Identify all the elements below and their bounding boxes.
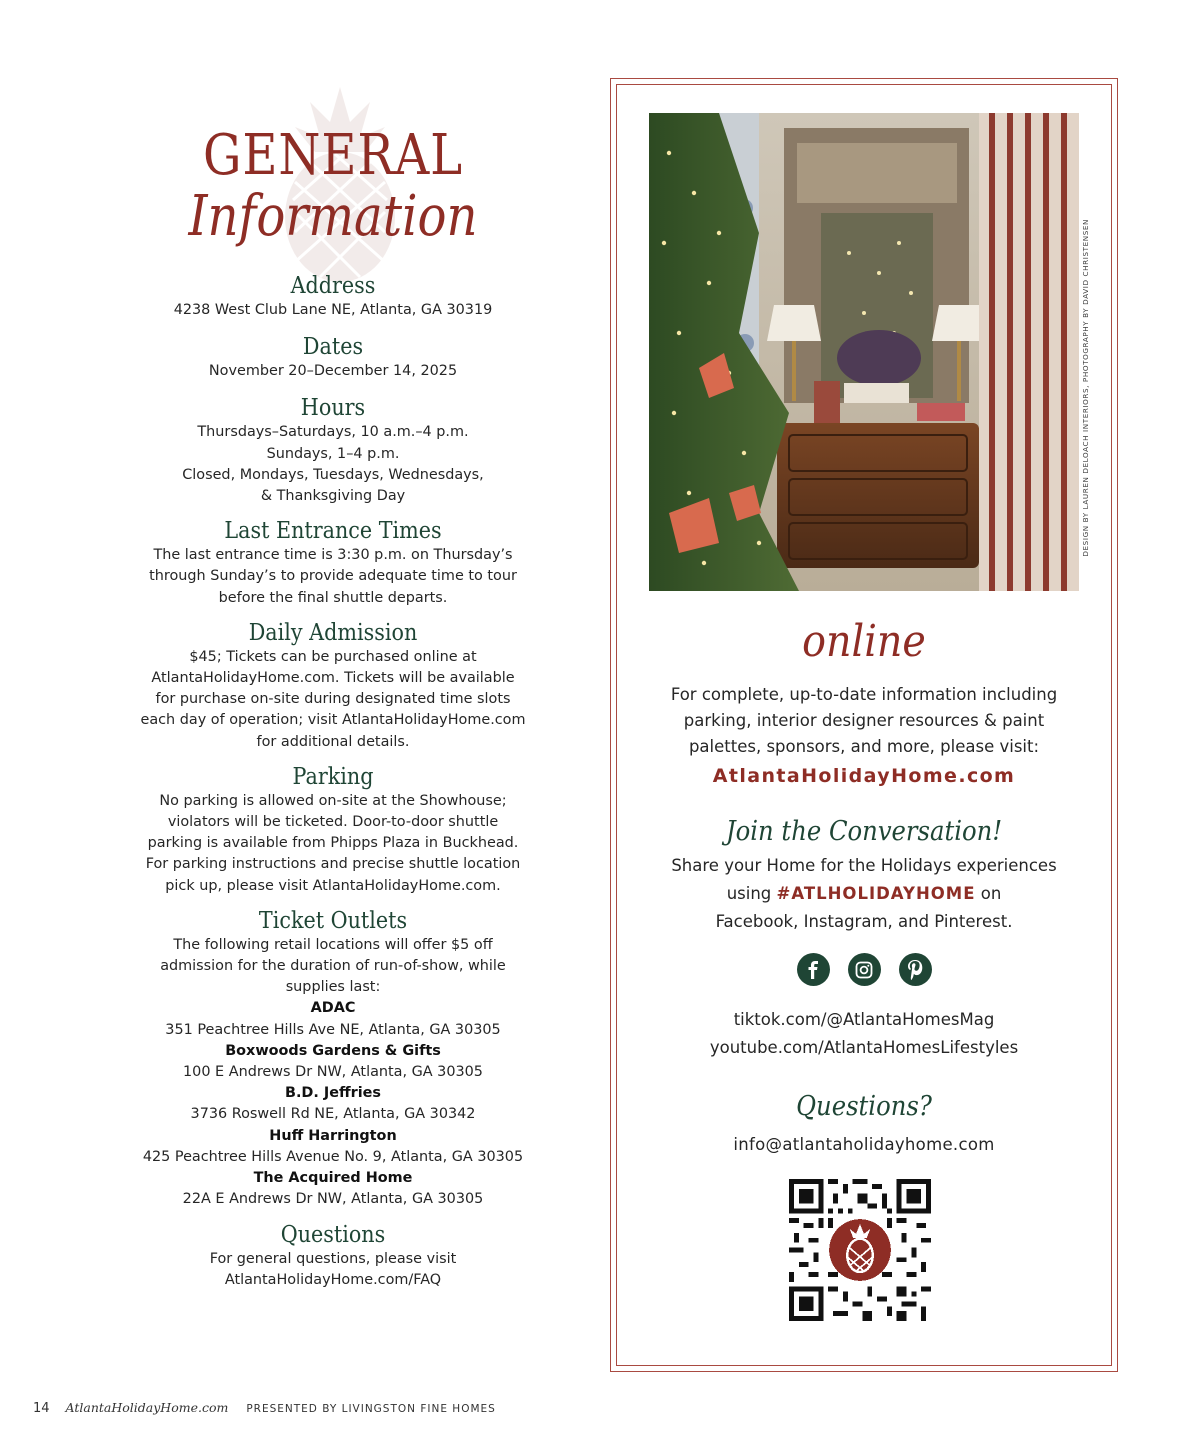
store-address: 351 Peachtree Hills Ave NE, Atlanta, GA 30305 xyxy=(165,1021,501,1038)
dates-line: November 20–December 14, 2025 xyxy=(208,363,458,380)
join-line xyxy=(629,880,1099,908)
admission-heading: Daily Admission xyxy=(248,619,418,646)
tiktok-link[interactable]: tiktok.com/@AtlantaHomesMag xyxy=(733,1010,995,1029)
photo-credit xyxy=(1081,219,1095,589)
last-entrance-line: before the final shuttle departs. xyxy=(218,589,448,606)
store-address: 3736 Roswell Rd NE, Atlanta, GA 30342 xyxy=(190,1106,476,1123)
hours-heading: Hours xyxy=(300,395,366,422)
address-line: 4238 West Club Lane NE, Atlanta, GA 30319 xyxy=(173,302,493,318)
pinterest-icon[interactable] xyxy=(899,953,932,986)
parking-heading: Parking xyxy=(292,763,374,790)
parking-section xyxy=(118,763,548,897)
join-post: on xyxy=(980,884,1002,903)
join-conversation-text xyxy=(629,852,1099,936)
hours-section xyxy=(118,394,548,507)
store-name: ADAC xyxy=(310,1000,356,1017)
dates-heading: Dates xyxy=(302,334,364,361)
address-section xyxy=(118,272,548,321)
social-icons xyxy=(611,953,1117,986)
store-address: 22A E Andrews Dr NW, Atlanta, GA 30305 xyxy=(182,1191,484,1208)
admission-line: $45; Tickets can be purchased online at xyxy=(189,648,477,665)
page-number: 14 xyxy=(33,1401,50,1416)
store-name: Huff Harrington xyxy=(269,1127,397,1144)
hashtag[interactable]: #ATLHOLIDAYHOME xyxy=(776,884,976,903)
join-conversation-heading: Join the Conversation! xyxy=(725,816,1003,847)
join-line: Facebook, Instagram, and Pinterest. xyxy=(715,912,1013,931)
page-footer xyxy=(33,1400,496,1416)
qr-code-icon[interactable] xyxy=(789,1179,931,1321)
online-info-panel xyxy=(610,78,1118,1372)
ticket-outlets-heading: Ticket Outlets xyxy=(258,907,408,934)
store-address: 100 E Andrews Dr NW, Atlanta, GA 30305 xyxy=(183,1064,483,1081)
parking-line: parking is available from Phipps Plaza in Buckhead. xyxy=(147,835,519,852)
general-information-column xyxy=(118,78,548,1291)
hours-line: Thursdays–Saturdays, 10 a.m.–4 p.m. xyxy=(197,424,469,441)
social-links xyxy=(611,1006,1117,1062)
contact-email[interactable]: info@atlantaholidayhome.com xyxy=(733,1135,995,1154)
interior-photo xyxy=(649,113,1079,591)
admission-line: AtlantaHolidayHome.com. Tickets will be available xyxy=(151,670,515,687)
photo-credit-text: DESIGN BY LAUREN DELOACH INTERIORS, PHOTOGRAPHY BY DAVID CHRISTENSEN xyxy=(1081,219,1090,557)
last-entrance-heading: Last Entrance Times xyxy=(224,518,442,545)
outlets-intro-line: admission for the duration of run-of-show, while xyxy=(160,958,506,975)
title-general: GENERAL xyxy=(203,123,463,188)
online-line: palettes, sponsors, and more, please visit: xyxy=(688,737,1040,756)
outlets-intro-line: supplies last: xyxy=(285,979,381,996)
online-line: parking, interior designer resources & paint xyxy=(683,711,1045,730)
footer-presented-by: PRESENTED BY LIVINGSTON FINE HOMES xyxy=(246,1403,496,1415)
last-entrance-line: The last entrance time is 3:30 p.m. on Thursday’s xyxy=(153,547,513,564)
last-entrance-line: through Sunday’s to provide adequate time to tour xyxy=(149,568,517,585)
online-line: For complete, up-to-date information including xyxy=(670,685,1058,704)
address-heading: Address xyxy=(290,273,376,299)
join-line: Share your Home for the Holidays experiences xyxy=(671,856,1057,875)
parking-line: violators will be ticketed. Door-to-door shuttle xyxy=(167,814,499,831)
store-name: Boxwoods Gardens & Gifts xyxy=(225,1042,441,1059)
online-heading: online xyxy=(802,616,926,667)
questions-line: For general questions, please visit xyxy=(209,1250,457,1267)
questions-heading: Questions xyxy=(280,1221,386,1248)
page-title xyxy=(118,78,548,270)
questions-section xyxy=(118,1221,548,1291)
online-description xyxy=(629,682,1099,760)
admission-section xyxy=(118,619,548,753)
facebook-icon[interactable] xyxy=(797,953,830,986)
admission-line: for purchase on-site during designated time slots xyxy=(155,691,511,708)
admission-line: for additional details. xyxy=(256,733,410,750)
dates-section xyxy=(118,333,548,382)
hours-line: Closed, Mondays, Tuesdays, Wednesdays, xyxy=(182,466,484,483)
title-information: Information xyxy=(188,184,478,249)
last-entrance-section xyxy=(118,517,548,609)
parking-line: No parking is allowed on-site at the Showhouse; xyxy=(159,792,507,809)
questions-faq-link[interactable]: AtlantaHolidayHome.com/FAQ xyxy=(224,1271,442,1288)
store-address: 425 Peachtree Hills Avenue No. 9, Atlanta, GA 30305 xyxy=(142,1148,524,1165)
website-link[interactable]: AtlantaHolidayHome.com xyxy=(712,765,1016,787)
store-name: The Acquired Home xyxy=(253,1170,413,1187)
youtube-link[interactable]: youtube.com/AtlantaHomesLifestyles xyxy=(709,1038,1019,1057)
admission-line: each day of operation; visit AtlantaHolidayHome.com xyxy=(140,712,526,729)
ticket-outlets-section xyxy=(118,907,548,1211)
instagram-icon[interactable] xyxy=(848,953,881,986)
parking-line: pick up, please visit AtlantaHolidayHome.com. xyxy=(165,877,501,894)
questions-heading-panel: Questions? xyxy=(796,1091,932,1122)
join-pre: using xyxy=(726,884,772,903)
footer-site[interactable]: AtlantaHolidayHome.com xyxy=(65,1400,229,1415)
hours-line: Sundays, 1–4 p.m. xyxy=(266,445,400,462)
hours-line: & Thanksgiving Day xyxy=(260,488,406,505)
outlets-intro-line: The following retail locations will offer $5 off xyxy=(173,936,493,953)
parking-line: For parking instructions and precise shuttle location xyxy=(145,856,521,873)
store-name: B.D. Jeffries xyxy=(285,1085,381,1102)
